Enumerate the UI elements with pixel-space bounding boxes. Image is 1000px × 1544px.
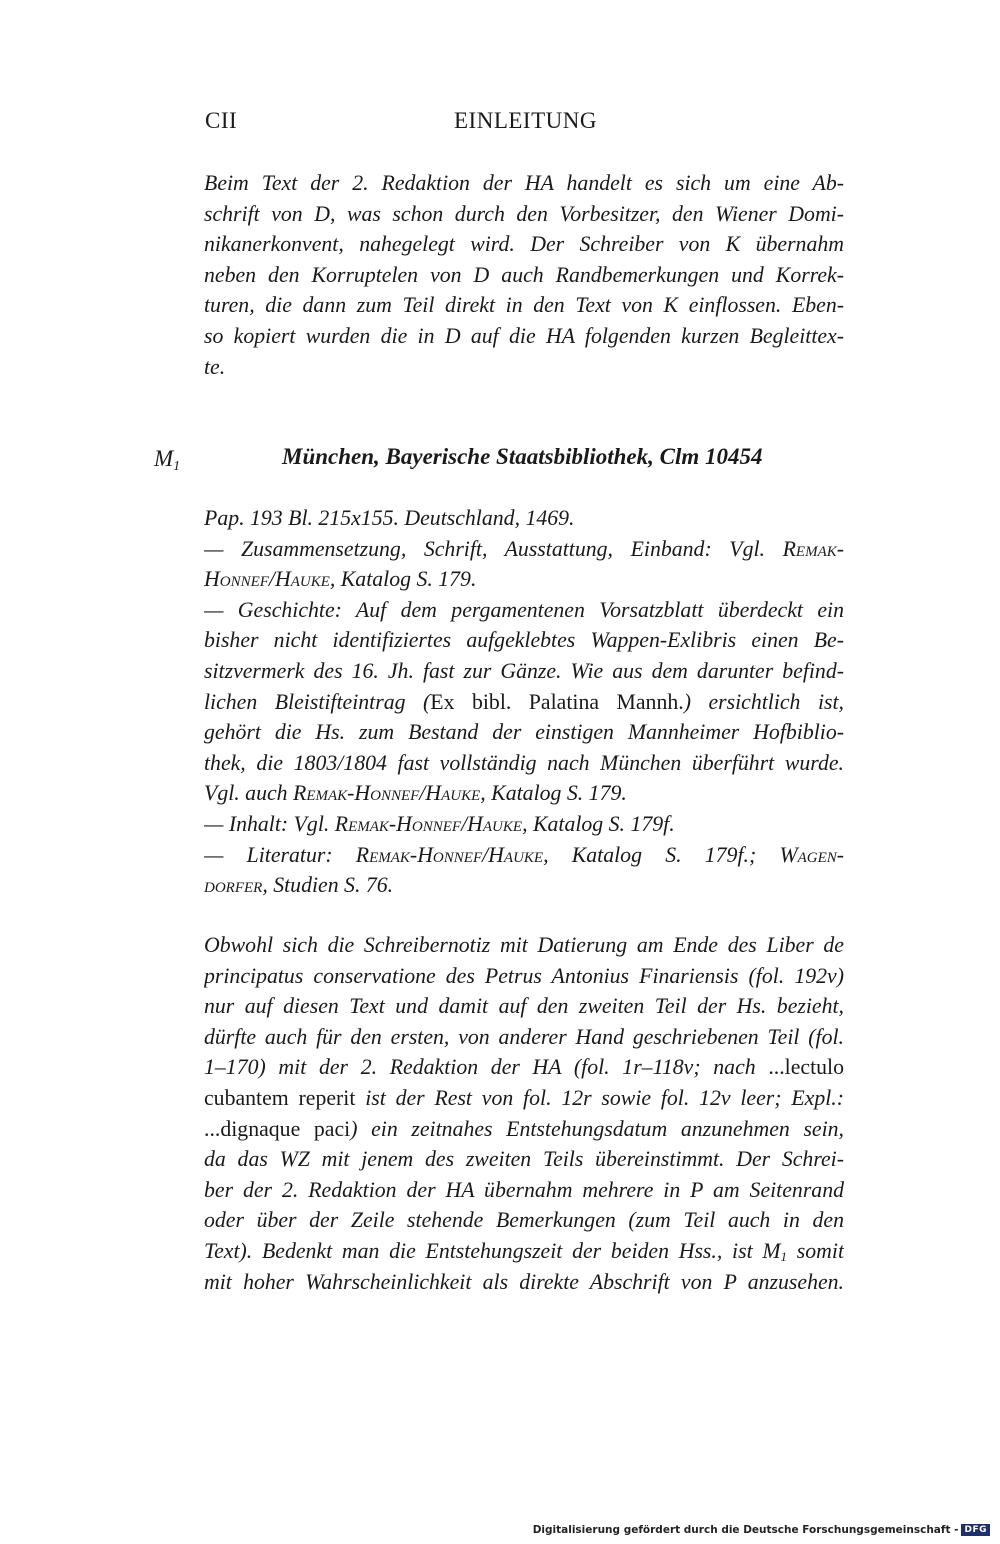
text-line: Text). Bedenkt man die Entstehungszeit der beiden Hss., ist $M_1$ somit	[204, 1238, 844, 1264]
author-name: Honnef/Hauke	[204, 567, 330, 592]
upright-quote: ...lectulo	[768, 1055, 844, 1080]
dfg-logo: DFG	[961, 1524, 990, 1536]
text-line: so kopiert wurden die in D auf die HA folgenden kurzen Begleittex-	[204, 323, 844, 348]
text-line: cubantem reperit ist der Rest von fol. 12r sowie fol. 12v leer; Expl.:	[204, 1085, 844, 1110]
discussion-paragraph	[204, 930, 844, 1297]
text-line: neben den Korruptelen von D auch Randbemerkungen und Korrek-	[204, 262, 844, 287]
manuscript-heading: München, Bayerische Staatsbibliothek, Clm 10454	[282, 444, 763, 469]
description-line: bisher nicht identifiziertes aufgeklebtes Wappen-Exlibris einen Be-	[204, 628, 844, 653]
description-line: — Literatur: Remak-Honnef/Hauke, Katalog S. 179f.; Wagen-	[204, 842, 844, 867]
description-line: sitzvermerk des 16. Jh. fast zur Gänze. Wie aus dem darunter befind-	[204, 658, 844, 683]
text-line: da das WZ mit jenem des zweiten Teils übereinstimmt. Der Schrei-	[204, 1147, 844, 1172]
text-line: Obwohl sich die Schreibernotiz mit Datierung am Ende des Liber de	[204, 933, 844, 957]
running-head: EINLEITUNG	[454, 108, 597, 133]
intro-paragraph	[204, 168, 844, 382]
text-line: mit hoher Wahrscheinlichkeit als direkte Abschrift von P anzusehen.	[204, 1269, 844, 1294]
author-name: Remak-	[782, 536, 844, 561]
text-line: nur auf diesen Text und damit auf den zweiten Teil der Hs. bezieht,	[204, 994, 844, 1019]
credit-text: Digitalisierung gefördert durch die Deutsche Forschungsgemeinschaft -	[532, 1524, 959, 1536]
text-line: dürfte auch für den ersten, von anderer Hand geschriebenen Teil (fol.	[204, 1024, 844, 1049]
text-line: nikanerkonvent, nahegelegt wird. Der Schreiber von K übernahm	[204, 232, 844, 257]
description-line: Vgl. auch Remak-Honnef/Hauke, Katalog S. 179.	[204, 781, 627, 806]
description-line: gehört die Hs. zum Bestand der einstigen Mannheimer Hofbiblio-	[204, 720, 844, 745]
text-line: principatus conservatione des Petrus Antonius Finariensis (fol. 192v)	[204, 963, 844, 988]
digitization-credit	[533, 1522, 990, 1538]
description-line: lichen Bleistifteintrag (Ex bibl. Palatina Mannh.) ersichtlich ist,	[204, 689, 844, 714]
text-line: te.	[204, 354, 226, 379]
author-name: Remak-Honnef/Hauke	[293, 781, 481, 806]
description-line: dorfer, Studien S. 76.	[204, 873, 394, 898]
text-line: oder über der Zeile stehende Bemerkungen (zum Teil auch in den	[204, 1208, 844, 1233]
manuscript-siglum: $M_1$	[154, 446, 181, 474]
text-line: ...dignaque paci) ein zeitnahes Entstehungsdatum anzunehmen sein,	[204, 1116, 844, 1141]
description-line: Honnef/Hauke, Katalog S. 179.	[204, 567, 477, 592]
text-line: turen, die dann zum Teil direkt in den Text von K einflossen. Eben-	[204, 293, 844, 318]
description-line: — Geschichte: Auf dem pergamentenen Vorsatzblatt überdeckt ein	[204, 597, 844, 622]
text-line: Beim Text der 2. Redaktion der HA handelt es sich um eine Ab-	[204, 171, 844, 195]
upright-quote: Ex bibl. Palatina Mannh.	[430, 689, 684, 714]
author-name: Remak-Honnef/Hauke	[334, 811, 523, 836]
text-line: ber der 2. Redaktion der HA übernahm mehrere in P am Seitenrand	[204, 1177, 844, 1202]
upright-quote: ...dignaque paci	[204, 1116, 351, 1141]
text-line: 1–170) mit der 2. Redaktion der HA (fol. 1r–118v; nach ...lectulo	[204, 1055, 844, 1080]
manuscript-description	[204, 503, 844, 901]
page-number: CII	[205, 108, 238, 133]
author-name: Remak-Honnef/Hauke	[355, 842, 544, 867]
text-line: schrift von D, was schon durch den Vorbesitzer, den Wiener Domi-	[204, 201, 844, 226]
description-line: thek, die 1803/1804 fast vollständig nach München überführt wurde.	[204, 750, 844, 775]
description-line: Pap. 193 Bl. 215x155. Deutschland, 1469.	[204, 506, 575, 530]
description-line: — Zusammensetzung, Schrift, Ausstattung, Einband: Vgl. Remak-	[204, 536, 844, 561]
description-line: — Inhalt: Vgl. Remak-Honnef/Hauke, Katalog S. 179f.	[204, 811, 675, 836]
author-name: dorfer	[204, 873, 263, 898]
upright-quote: cubantem reperit	[204, 1085, 356, 1110]
author-name: Wagen-	[779, 842, 844, 867]
